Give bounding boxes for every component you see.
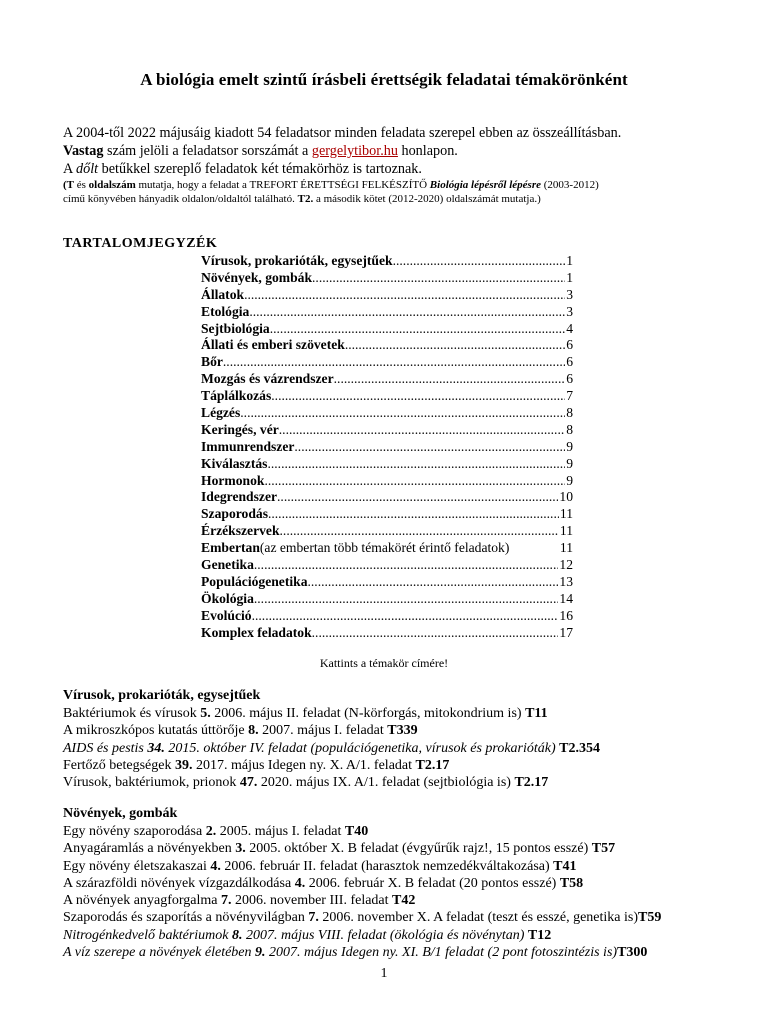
toc-leader-dots	[271, 388, 565, 404]
exam-number: 3.	[235, 841, 246, 857]
toc-leader-dots	[252, 608, 559, 624]
book-page-ref: T339	[387, 723, 418, 739]
toc-item-label[interactable]: Táplálkozás	[201, 388, 272, 404]
toc-item-label[interactable]: Sejtbiológia	[201, 320, 270, 336]
book-page-ref: T2.354	[559, 740, 600, 756]
task-entry	[63, 723, 753, 740]
toc-item-page: 9	[566, 472, 573, 488]
toc-item[interactable]	[201, 287, 573, 304]
toc-item-label[interactable]: Etológia	[201, 303, 250, 319]
toc-item-label[interactable]: Populációgenetika	[201, 573, 308, 589]
book-page-ref: T42	[392, 893, 416, 909]
toc-item[interactable]	[201, 304, 573, 321]
toc-item[interactable]	[201, 540, 573, 557]
exam-number: 7.	[220, 893, 232, 909]
entry-text: Baktériumok és vírusok	[63, 706, 201, 721]
section-heading: Növények, gombák	[63, 806, 178, 821]
toc-leader-dots	[312, 625, 559, 641]
exam-number: 8.	[231, 927, 243, 943]
entry-text: A víz szerepe a növények életében	[63, 945, 256, 961]
toc-item[interactable]	[201, 388, 573, 405]
toc-item[interactable]	[201, 321, 573, 338]
toc-item-label[interactable]: Hormonok	[201, 472, 265, 488]
toc-item-label[interactable]: Idegrendszer	[201, 489, 278, 505]
entry-text: Egy növény szaporodása	[63, 824, 206, 839]
entry-text: Nitrogénkedvelő baktériumok	[63, 927, 232, 943]
entry-text: Fertőző betegségek	[63, 757, 175, 773]
toc-item[interactable]	[201, 473, 573, 490]
toc-heading: TARTALOMJEGYZÉK	[63, 236, 218, 251]
entry-text: 2005. május I. feladat	[216, 824, 345, 839]
toc-item-page: 16	[559, 607, 573, 623]
toc-item-page: 6	[566, 337, 573, 353]
entry-text: 2015. október IV. feladat (populációgenetika, vírusok és prokarióták)	[164, 740, 560, 756]
toc-leader-dots	[268, 506, 559, 522]
toc-leader-dots	[249, 304, 565, 320]
exam-number: 8.	[248, 723, 259, 739]
toc-item[interactable]	[201, 337, 573, 354]
toc-item-label[interactable]: Növények, gombák	[201, 269, 313, 285]
toc-item-label[interactable]: Komplex feladatok	[201, 624, 312, 640]
book-page-ref: T41	[553, 858, 577, 874]
toc-item-page: 3	[566, 303, 573, 319]
exam-number: 4.	[294, 875, 306, 891]
toc-leader-dots	[312, 270, 565, 286]
entry-text: 2017. május Idegen ny. X. A/1. feladat	[192, 757, 416, 773]
toc-item-page: 12	[559, 557, 573, 573]
toc-item-page: 7	[566, 388, 573, 404]
toc-leader-dots	[277, 489, 558, 505]
toc-item-label[interactable]: Légzés	[201, 405, 241, 421]
toc-leader-dots	[254, 557, 559, 573]
entry-text: A szárazföldi növények vízgazdálkodása	[63, 875, 295, 891]
entry-text: 2006. november III. feladat	[231, 893, 393, 909]
toc-item-label[interactable]: Evolúció	[201, 607, 252, 623]
book-page-ref: T40	[344, 824, 369, 839]
toc-item[interactable]	[201, 439, 573, 456]
intro-line-2: Vastag szám jelöli a feladatsor sorszámát a gergelytibor.hu honlapon.	[63, 143, 458, 159]
toc-item-page: 8	[566, 421, 573, 437]
entry-text: Egy növény életszakaszai	[63, 858, 211, 874]
toc-item-label[interactable]: Keringés, vér	[201, 421, 279, 437]
toc-item-page: 3	[566, 286, 573, 302]
toc-item-page: 1	[566, 253, 573, 268]
toc-item[interactable]	[201, 422, 573, 439]
entry-text: 2005. október X. B feladat (évgyűrűk rajz!, 15 pontos esszé)	[245, 841, 592, 857]
toc-leader-dots	[393, 253, 566, 269]
toc-leader-dots	[254, 591, 559, 607]
toc-leader-dots	[334, 371, 566, 387]
book-page-ref: T2.17	[514, 775, 549, 791]
website-link[interactable]: gergelytibor.hu	[311, 143, 398, 159]
book-page-ref: T59	[638, 910, 662, 926]
toc-item[interactable]	[201, 270, 573, 287]
task-entry	[63, 706, 753, 723]
toc-item-page: 13	[559, 573, 573, 589]
toc-item-label[interactable]: Vírusok, prokarióták, egysejtűek	[201, 253, 393, 268]
toc-leader-dots	[244, 287, 565, 303]
toc-item[interactable]	[201, 523, 573, 540]
section-viruses	[63, 688, 753, 792]
page-number: 1	[380, 966, 388, 981]
toc-leader-dots	[308, 574, 559, 590]
entry-text: A növények anyagforgalma	[63, 893, 221, 909]
toc-item-label[interactable]: Kiválasztás	[201, 455, 268, 471]
book-page-ref: T57	[591, 841, 616, 857]
toc-item-label[interactable]: Érzékszervek	[201, 523, 280, 539]
toc-leader-dots	[270, 321, 565, 337]
toc-item-label[interactable]: Ökológia	[201, 590, 254, 606]
book-page-ref: T11	[525, 706, 548, 721]
entry-text: A mikroszkópos kutatás úttörője	[63, 723, 249, 739]
toc-item[interactable]	[201, 591, 573, 608]
toc-item-label[interactable]: Genetika	[201, 557, 254, 573]
intro	[63, 124, 743, 206]
toc-item-page: 1	[566, 269, 573, 285]
toc-item[interactable]	[201, 456, 573, 473]
toc-item-page: 4	[566, 320, 573, 336]
exam-number: 5.	[200, 706, 211, 721]
task-entry	[63, 758, 753, 775]
click-hint: Kattints a témakör címére!	[319, 656, 449, 670]
intro-note-1: (T és oldalszám mutatja, hogy a feladat a TREFORT ÉRETTSÉGI FELKÉSZÍTŐ Biológia lépésről lépésre (2003-2012)	[63, 179, 599, 191]
book-page-ref: T300	[617, 945, 648, 961]
entry-text: 2006. február II. feladat (harasztok nemzedékváltakozása)	[220, 858, 554, 874]
toc-leader-dots	[345, 337, 565, 353]
entry-text: AIDS és pestis	[63, 740, 148, 756]
toc-item-page: 14	[559, 590, 573, 606]
task-entry	[63, 893, 753, 910]
entry-text: Vírusok, baktériumok, prionok	[63, 775, 240, 791]
entry-text: 2006. november X. A feladat (teszt és esszé, genetika is)	[318, 910, 639, 926]
toc-item[interactable]	[201, 489, 573, 506]
toc-item[interactable]	[201, 506, 573, 523]
toc-item-page: 17	[559, 624, 573, 640]
entry-text: 2020. május IX. A/1. feladat (sejtbiológia is)	[257, 775, 515, 791]
entry-text: 2007. május Idegen ny. XI. B/1 feladat (2 pont fotoszintézis is)	[265, 945, 618, 961]
toc-item[interactable]	[201, 371, 573, 388]
entry-text: Szaporodás és szaporítás a növényvilágban	[63, 910, 309, 926]
toc-item-page: 10	[559, 489, 573, 505]
entry-text: 2007. május VIII. feladat (ökológia és növénytan)	[242, 927, 528, 943]
book-page-ref: T58	[559, 875, 584, 891]
exam-number: 39.	[174, 757, 193, 773]
table-of-contents	[201, 253, 573, 641]
toc-item-page: 6	[566, 371, 573, 387]
task-entry	[63, 775, 753, 792]
toc-item-label[interactable]: Immunrendszer	[201, 438, 295, 454]
toc-leader-dots	[223, 354, 565, 370]
toc-leader-dots	[280, 523, 559, 539]
toc-item-page: 8	[566, 405, 573, 421]
exam-number: 9.	[255, 945, 266, 961]
toc-item[interactable]	[201, 354, 573, 371]
toc-leader-dots	[279, 422, 565, 438]
toc-leader-dots	[267, 456, 565, 472]
toc-item-note: (az embertan több témakörét érintő feladatok)	[259, 540, 510, 556]
toc-item-page: 9	[566, 455, 573, 471]
toc-item[interactable]	[201, 253, 573, 270]
book-page-ref: T12	[527, 927, 552, 943]
exam-number: 34.	[147, 740, 165, 756]
toc-item[interactable]	[201, 405, 573, 422]
book-page-ref: T2.17	[415, 757, 450, 773]
toc-item[interactable]	[201, 608, 573, 625]
task-entry	[63, 945, 753, 962]
toc-item-label[interactable]: Bőr	[201, 354, 223, 370]
entry-text: 2006. május II. feladat (N-körforgás, mitokondrium is)	[210, 706, 526, 721]
task-entry	[63, 910, 753, 927]
toc-item[interactable]	[201, 625, 573, 642]
section-heading: Vírusok, prokarióták, egysejtűek	[63, 688, 261, 703]
exam-number: 4.	[210, 858, 221, 874]
toc-leader-dots	[240, 405, 565, 421]
task-entry	[63, 841, 753, 858]
document-title: A biológia emelt szintű írásbeli érettségik feladatai témakörönként	[140, 70, 628, 89]
toc-item-page: 9	[566, 438, 573, 454]
intro-line-1: A 2004-től 2022 májusáig kiadott 54 feladatsor minden feladata szerepel ebben az összeállításban.	[63, 125, 622, 141]
toc-item[interactable]	[201, 557, 573, 574]
entry-text: 2007. május I. feladat	[258, 723, 388, 739]
toc-item-label[interactable]: Embertan	[201, 540, 260, 556]
exam-number: 47.	[239, 775, 258, 791]
task-entry	[63, 876, 753, 893]
entry-text: Anyagáramlás a növényekben	[63, 841, 236, 857]
entry-text: 2006. február X. B feladat (20 pontos esszé)	[305, 875, 560, 891]
toc-item-label[interactable]: Állati és emberi szövetek	[201, 337, 345, 353]
toc-item-page: 11	[559, 506, 573, 522]
toc-leader-dots	[294, 439, 565, 455]
task-entry	[63, 859, 753, 876]
task-entry	[63, 928, 753, 945]
toc-item-label[interactable]: Állatok	[201, 286, 245, 302]
toc-item-page: 11	[559, 523, 573, 539]
toc-item-page: 11	[559, 540, 573, 556]
exam-number: 2.	[205, 824, 217, 839]
toc-item-label[interactable]: Szaporodás	[201, 506, 268, 522]
toc-item-page: 6	[566, 354, 573, 370]
exam-number: 7.	[308, 910, 319, 926]
section-plants	[63, 806, 753, 962]
toc-item[interactable]	[201, 574, 573, 591]
task-entry	[63, 824, 753, 841]
intro-note-2: című könyvében hányadik oldalon/oldaltól található. T2. a második kötet (2012-2020) oldalszámát mutatja.)	[63, 193, 541, 205]
task-entry	[63, 741, 753, 758]
intro-line-3: A dőlt betűkkel szereplő feladatok két témakörhöz is tartoznak.	[63, 161, 422, 177]
toc-leader-dots	[264, 473, 565, 489]
toc-item-label[interactable]: Mozgás és vázrendszer	[201, 371, 334, 387]
